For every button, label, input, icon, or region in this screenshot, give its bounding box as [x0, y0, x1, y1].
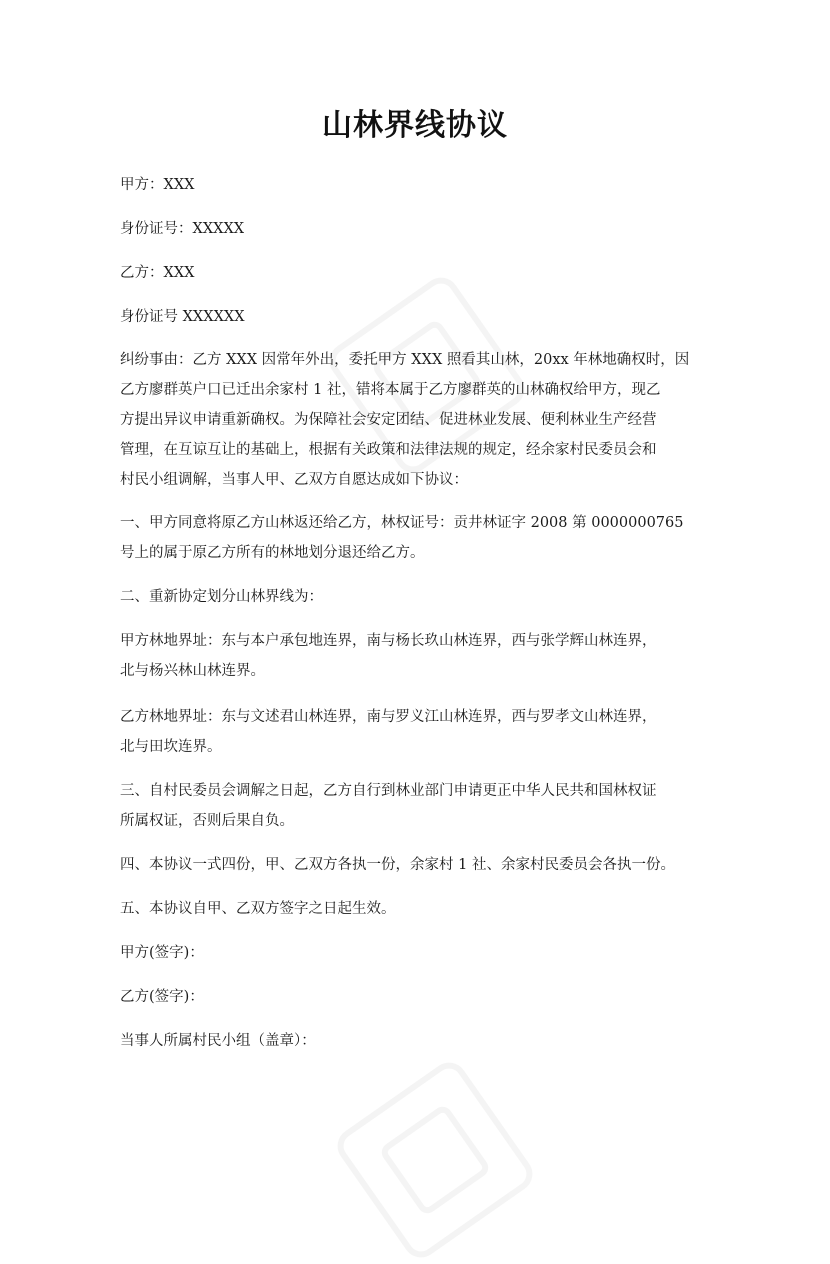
party-b-boundary-line: 乙方林地界址：东与文述君山林连界，南与罗义江山林连界，西与罗孝文山林连界， — [120, 709, 657, 725]
dispute-line: 乙方廖群英户口已迁出余家村 1 社，错将本属于乙方廖群英的山林确权给甲方，现乙 — [120, 382, 661, 398]
clause-1-line: 号上的属于原乙方所有的林地划分退还给乙方。 — [120, 545, 425, 561]
clause-4: 四、本协议一式四份，甲、乙双方各执一份，余家村 1 社、余家村民委员会各执一份。 — [120, 857, 675, 873]
clause-3-line: 三、自村民委员会调解之日起，乙方自行到林业部门申请更正中华人民共和国林权证 — [120, 783, 657, 799]
dispute-line: 方提出异议申请重新确权。为保障社会安定团结、促进林业发展、便利林业生产经营 — [120, 412, 657, 428]
party-a-boundary-line: 甲方林地界址：东与本户承包地连界，南与杨长玖山林连界，西与张学辉山林连界， — [120, 633, 657, 649]
dispute-line: 村民小组调解，当事人甲、乙双方自愿达成如下协议： — [120, 472, 468, 488]
signature-party-b: 乙方(签字)： — [120, 989, 204, 1005]
clause-3-line: 所属权证，否则后果自负。 — [120, 813, 294, 829]
clause-2: 二、重新协定划分山林界线为： — [120, 589, 323, 605]
dispute-line: 纠纷事由：乙方 XXX 因常年外出，委托甲方 XXX 照看其山林，20xx 年林地确权时，因 — [120, 352, 690, 368]
party-a-id-line: 身份证号：XXXXX — [120, 221, 245, 237]
clause-5: 五、本协议自甲、乙双方签字之日起生效。 — [120, 901, 396, 917]
party-b-line: 乙方：XXX — [120, 265, 195, 281]
party-a-line: 甲方：XXX — [120, 177, 195, 193]
signature-village-group: 当事人所属村民小组（盖章）： — [120, 1033, 316, 1049]
watermark-logo — [331, 1056, 540, 1264]
dispute-line: 管理，在互谅互让的基础上，根据有关政策和法律法规的规定，经余家村民委员会和 — [120, 442, 657, 458]
document-title: 山林界线协议 — [322, 108, 508, 143]
party-b-boundary-line: 北与田坎连界。 — [120, 739, 222, 755]
party-b-id-line: 身份证号 XXXXXX — [120, 309, 245, 325]
party-a-boundary-line: 北与杨兴林山林连界。 — [120, 663, 265, 679]
clause-1-line: 一、甲方同意将原乙方山林返还给乙方，林权证号：贡井林证字 2008 第 0000000765 — [120, 515, 684, 531]
signature-party-a: 甲方(签字)： — [120, 945, 204, 961]
